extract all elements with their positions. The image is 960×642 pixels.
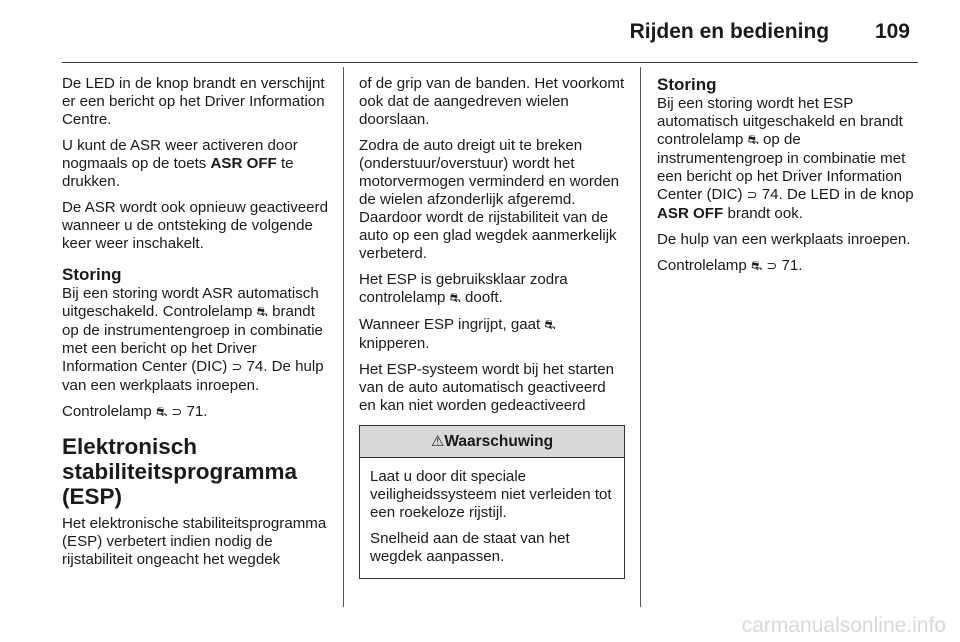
paragraph: Het elektronische stabiliteitsprogramma (ESP) verbetert indien nodig de rijstabiliteit ongeacht het wegdek [62, 515, 327, 568]
text: Bij een storing wordt het ESP automatisch uitgeschakeld en brandt controlelamp [657, 95, 903, 148]
chapter-title: Rijden en bediening [629, 20, 830, 43]
column-3 [657, 75, 923, 284]
warning-body [360, 458, 624, 578]
asr-off-label: ASR OFF [657, 205, 724, 222]
asr-off-label: ASR OFF [210, 155, 277, 172]
text: . [798, 257, 803, 274]
paragraph: Het ESP-systeem wordt bij het starten van de auto automatisch geactiveerd en kan niet worden gedeactiveerd [359, 361, 615, 414]
paragraph [359, 316, 625, 353]
page-number: 109 [874, 20, 910, 43]
paragraph: of de grip van de banden. Het voorkomt ook dat de aangedreven wielen doorslaan. [359, 75, 625, 128]
column-2 [359, 75, 625, 579]
text: te drukken. [62, 155, 294, 190]
page-ref: 74 [761, 186, 779, 203]
paragraph [657, 257, 923, 276]
page-ref: 71 [186, 403, 204, 420]
text: Controlelamp [62, 403, 156, 420]
header-rule [62, 62, 918, 63]
text: brandt ook. [723, 205, 803, 222]
text: knipperen. [359, 335, 430, 352]
paragraph: Laat u door dit speciale veiligheidssysteem niet verleiden tot een roekeloze rijstijl. [370, 468, 612, 521]
text: Controlelamp [657, 257, 751, 274]
page-ref: 71 [781, 257, 799, 274]
text: op de instrumentengroep in combinatie met een bericht op het Driver Information Center (DIC) [657, 131, 906, 203]
warning-header [360, 426, 624, 458]
paragraph: De hulp van een werkplaats inroepen. [657, 231, 911, 248]
warning-box [359, 425, 625, 579]
paragraph [657, 95, 923, 223]
traction-control-icon: ⛐ [747, 133, 759, 148]
arrow-ref-icon: ⊃ [171, 405, 187, 420]
paragraph [359, 271, 625, 308]
text: Bij een storing wordt ASR automatisch uitgeschakeld. Controlelamp [62, 285, 319, 320]
page-header [630, 20, 910, 44]
column-1 [62, 75, 328, 577]
page-ref: 74 [246, 358, 264, 375]
watermark: carmanualsonline.info [741, 614, 946, 637]
paragraph [62, 137, 328, 191]
warning-title: Waarschuwing [444, 433, 554, 450]
arrow-ref-icon: ⊃ [766, 259, 782, 274]
traction-control-icon: ⛐ [750, 259, 763, 274]
section-title: Elektronisch stabiliteitsprogramma (ESP) [62, 434, 298, 509]
text: . De LED in de knop [778, 186, 914, 203]
column-divider [343, 67, 344, 607]
text: . [203, 403, 208, 420]
text: Wanneer ESP ingrijpt, gaat [359, 316, 545, 333]
paragraph: De ASR wordt ook opnieuw geactiveerd wanneer u de ontsteking de volgende keer weer inschakelt. [62, 199, 328, 252]
traction-control-icon: ⛐ [155, 405, 168, 420]
paragraph: De LED in de knop brandt en verschijnt er een bericht op het Driver Information Centre. [62, 75, 325, 128]
paragraph [62, 403, 328, 422]
text: Het ESP is gebruiksklaar zodra controlelamp [359, 271, 568, 306]
traction-control-icon: ⛐ [544, 318, 556, 333]
traction-control-icon: ⛐ [256, 305, 268, 320]
paragraph: Zodra de auto dreigt uit te breken (onderstuur/overstuur) wordt het motorvermogen verminderd en worden de wielen afzonderlijk afgeremd. Daardoor wordt de rijstabiliteit van de auto op een glad wegdek aanmerkelijk verbeterd. [359, 137, 620, 262]
text: . De hulp van een werkplaats inroepen. [62, 358, 324, 394]
section-heading: Storing [62, 265, 122, 284]
paragraph [62, 285, 328, 395]
text: brandt op de instrumentengroep in combinatie met een bericht op het Driver Information Center (DIC) [62, 303, 323, 375]
paragraph: Snelheid aan de staat van het wegdek aanpassen. [370, 530, 570, 565]
warning-triangle-icon: ⚠ [430, 432, 445, 450]
text: U kunt de ASR weer activeren door nogmaals op de toets [62, 137, 298, 172]
arrow-ref-icon: ⊃ [231, 360, 247, 375]
section-heading: Storing [657, 75, 717, 94]
column-divider [640, 67, 641, 607]
text: dooft. [460, 289, 503, 306]
traction-control-icon: ⛐ [449, 291, 461, 306]
arrow-ref-icon: ⊃ [746, 188, 762, 203]
